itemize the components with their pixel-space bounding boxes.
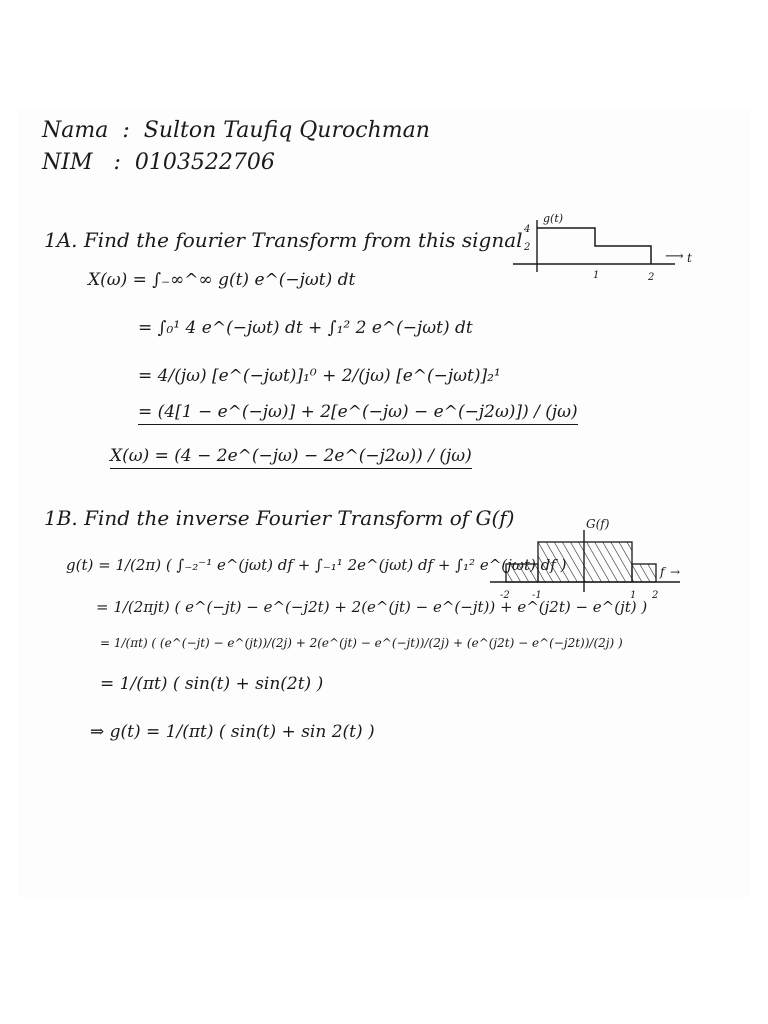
q1a-xtick-2: 2 — [648, 272, 655, 283]
q1a-line-4 — [138, 402, 578, 422]
q1a-line-5 — [110, 446, 472, 466]
nim-label: NIM — [42, 150, 93, 175]
nim-row: NIM : 0103522706 — [42, 150, 275, 175]
q1a-xtick-1: 1 — [593, 270, 600, 281]
q1a-line-1: X(ω) = ∫₋∞^∞ g(t) e^(−jωt) dt — [88, 270, 356, 290]
name-label: Nama — [42, 118, 109, 143]
q1a-ytick-4: 4 — [524, 224, 531, 235]
nim-value: 0103522706 — [134, 150, 275, 175]
q1b-line-3: = 1/(πt) ( (e^(−jt) − e^(jt))/(2j) + 2(e^(jt) − e^(−jt))/(2j) + (e^(j2t) − e^(−j2t))/(2j) ) — [100, 636, 623, 650]
q1b-xtick-1: 1 — [630, 590, 637, 601]
q1b-xtick-neg1: -1 — [532, 590, 542, 601]
name-row: Nama : Sulton Taufiq Qurochman — [42, 118, 430, 143]
q1b-xtick-neg2: -2 — [500, 590, 510, 601]
q1a-arrow: ⟶ — [665, 249, 684, 264]
q1b-title: 1B. Find the inverse Fourier Transform of G(f) — [44, 506, 515, 530]
q1a-line-3: = 4/(jω) [e^(−jωt)]₁⁰ + 2/(jω) [e^(−jωt)]₂¹ — [138, 366, 501, 386]
q1b-band-right — [632, 564, 656, 582]
q1b-arrow: → — [670, 565, 681, 579]
q1a-result: X(ω) = (4 − 2e^(−jω) − 2e^(−j2ω)) / (jω) — [110, 446, 472, 469]
q1b-xtick-2: 2 — [652, 590, 659, 601]
q1a-ytick-2: 2 — [524, 242, 531, 253]
q1a-graph-xlabel: t — [687, 251, 692, 265]
q1a-signal-line — [537, 228, 651, 264]
q1b-line-1: g(t) = 1/(2π) ( ∫₋₂⁻¹ e^(jωt) df + ∫₋₁¹ 2e^(jωt) df + ∫₁² e^(jωt) df ) — [66, 556, 567, 574]
q1b-result: ⇒ g(t) = 1/(πt) ( sin(t) + sin 2(t) ) — [90, 722, 375, 742]
q1a-title: 1A. Find the fourier Transform from this signal — [44, 228, 523, 252]
name-value: Sulton Taufiq Qurochman — [143, 118, 430, 143]
q1b-graph-ylabel: G(f) — [586, 517, 610, 531]
q1a-graph-ylabel: g(t) — [543, 212, 564, 225]
q1b-graph-xlabel: f — [660, 565, 665, 579]
q1b-line-4: = 1/(πt) ( sin(t) + sin(2t) ) — [100, 674, 324, 694]
q1b-line-2: = 1/(2πjt) ( e^(−jt) − e^(−j2t) + 2(e^(jt) − e^(−jt)) + e^(j2t) − e^(jt) ) — [96, 598, 648, 616]
q1a-line-2: = ∫₀¹ 4 e^(−jωt) dt + ∫₁² 2 e^(−jωt) dt — [138, 318, 473, 338]
q1a-line-4-text: = (4[1 − e^(−jω)] + 2[e^(−jω) − e^(−j2ω)]) / (jω) — [138, 402, 578, 425]
q1a-signal-graph — [505, 208, 705, 288]
